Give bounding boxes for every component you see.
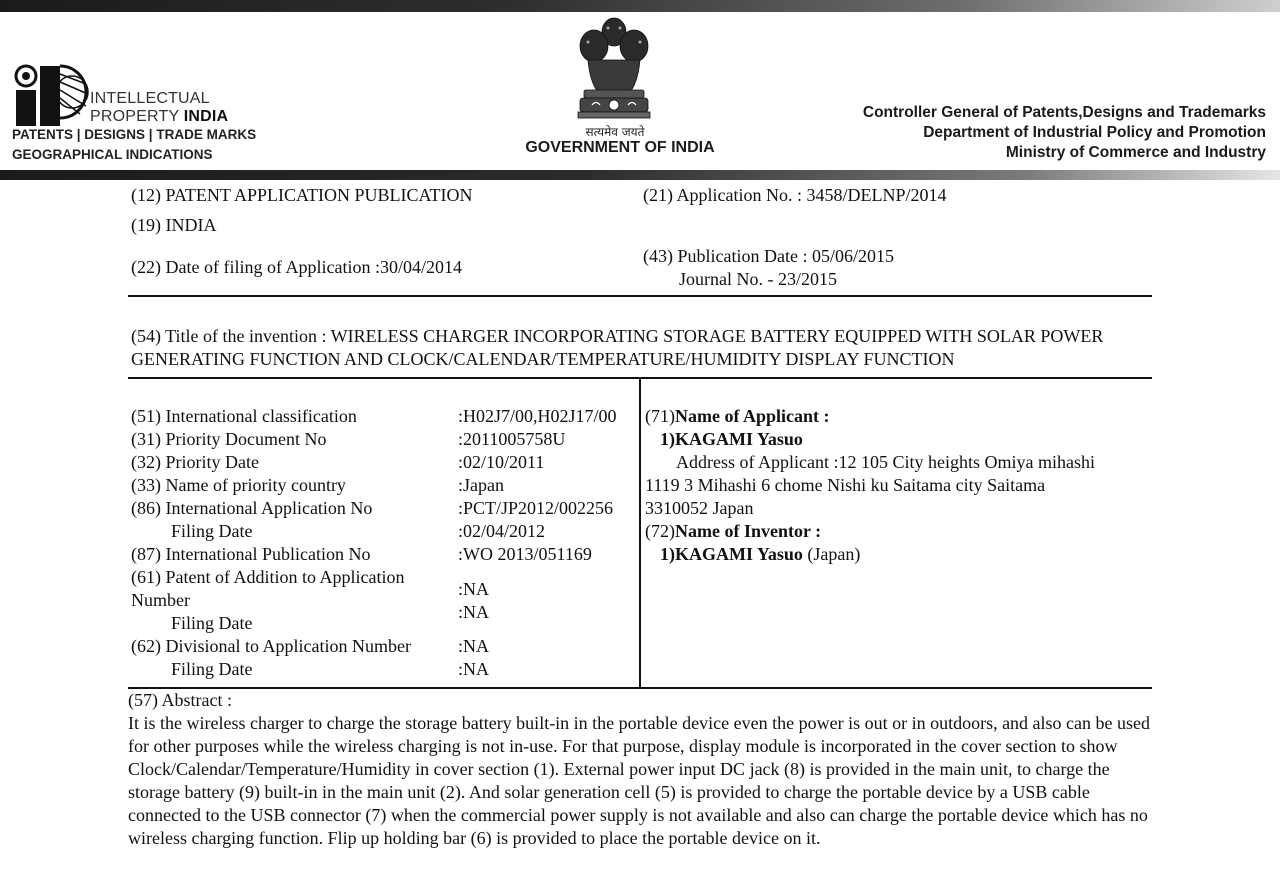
emblem-motto: सत्यमेव जयते xyxy=(585,125,645,139)
inventor-name-text: 1)KAGAMI Yasuo xyxy=(660,544,803,564)
field-label: (51) International classification xyxy=(131,406,357,426)
field-label: Number xyxy=(131,590,190,610)
field-label: (87) International Publication No xyxy=(131,544,371,564)
field-value: :NA xyxy=(458,636,489,656)
field-value: :02/10/2011 xyxy=(458,452,545,472)
field-label: (31) Priority Document No xyxy=(131,429,327,449)
logo-patents-designs-text: PATENTS | DESIGNS | TRADE MARKS xyxy=(12,127,257,142)
ip-india-mark-icon xyxy=(12,64,94,128)
title-of-invention: (54) Title of the invention : WIRELESS CHARGER INCORPORATING STORAGE BATTERY EQUIPPED WITH SOLAR POWER GENERATING FUNCTION AND CLOCK/CALENDAR/TEMPERATURE/HUMIDITY DISPLAY FUNCTION xyxy=(131,326,1104,369)
logo-property-word: PROPERTY xyxy=(90,108,180,125)
field-label: (86) International Application No xyxy=(131,498,373,518)
abstract-heading: (57) Abstract : xyxy=(128,690,232,710)
application-number: (21) Application No. : 3458/DELNP/2014 xyxy=(643,185,947,205)
controller-line-3: Ministry of Commerce and Industry xyxy=(1005,144,1266,161)
logo-india-word: INDIA xyxy=(183,108,229,125)
applicant-name-text: 1)KAGAMI Yasuo xyxy=(660,429,803,449)
applicant-name xyxy=(660,428,803,451)
applicant-heading-number: (71) xyxy=(645,406,675,426)
field-value: :WO 2013/051169 xyxy=(458,544,592,564)
field-value: :2011005758U xyxy=(458,429,566,449)
field-value: :02/04/2012 xyxy=(458,521,546,541)
applicant-address-line: 1119 3 Mihashi 6 chome Nishi ku Saitama city Saitama xyxy=(645,475,1046,495)
filing-date: (22) Date of filing of Application :30/04/2014 xyxy=(131,257,462,277)
field-label: Filing Date xyxy=(171,521,253,541)
bottom-banner-bar xyxy=(0,170,1280,180)
inventor-heading-text: Name of Inventor : xyxy=(675,521,822,541)
controller-line-1: Controller General of Patents,Designs and Trademarks xyxy=(862,104,1266,121)
ip-india-logo xyxy=(10,62,270,166)
field-label: (32) Priority Date xyxy=(131,452,259,472)
logo-geographical-text: GEOGRAPHICAL INDICATIONS xyxy=(12,147,213,162)
field-value: :H02J7/00,H02J17/00 xyxy=(458,406,617,426)
government-of-india-title: GOVERNMENT OF INDIA xyxy=(525,139,715,156)
field-value: :PCT/JP2012/002256 xyxy=(458,498,614,518)
journal-number: Journal No. - 23/2015 xyxy=(679,269,837,289)
logo-property-india-text xyxy=(90,108,228,126)
applicant-heading xyxy=(645,405,830,428)
inventor-heading xyxy=(645,520,821,543)
publication-type: (12) PATENT APPLICATION PUBLICATION xyxy=(131,185,473,205)
applicant-address-line: Address of Applicant :12 105 City heights Omiya mihashi xyxy=(676,452,1095,472)
field-label: Filing Date xyxy=(171,659,253,679)
publication-country: (19) INDIA xyxy=(131,215,217,235)
field-label: (33) Name of priority country xyxy=(131,475,346,495)
inventor-nationality: (Japan) xyxy=(802,544,861,564)
logo-intellectual-text: INTELLECTUAL xyxy=(90,90,210,107)
controller-general-block xyxy=(863,103,1266,163)
inventor-name xyxy=(660,543,860,566)
field-value: :NA xyxy=(458,659,489,679)
top-banner-bar xyxy=(0,0,1280,12)
national-emblem-icon xyxy=(568,12,660,124)
field-value: :NA xyxy=(458,602,489,622)
field-value: :Japan xyxy=(458,475,504,495)
abstract-text: It is the wireless charger to charge the storage battery built-in in the portable device even the power is out or in outdoors, and also can be used for other purposes while the wireless charging is not in-use. For that purpose, display module is incorporated in the cover section to show Clock/Calendar/Temperature/Humidity in cover section (1). External power input DC jack (8) is provided in the main unit, to charge the storage battery (9) built-in in the main unit (2). And solar generation cell (5) is provided to charge the portable device by a USB cable connected to the USB connector (7) when the commercial power supply is not available and also can charge the portable device which has no wireless charging function. Flip up holding bar (6) is provided to place the portable device on it. xyxy=(128,713,1151,848)
divider-rule xyxy=(128,295,1152,297)
field-value: :NA xyxy=(458,579,489,599)
controller-line-2: Department of Industrial Policy and Promotion xyxy=(923,124,1266,141)
column-divider xyxy=(639,377,641,687)
divider-rule xyxy=(128,687,1152,689)
inventor-heading-number: (72) xyxy=(645,521,675,541)
field-label: (61) Patent of Addition to Application xyxy=(131,567,405,587)
publication-date: (43) Publication Date : 05/06/2015 xyxy=(643,246,894,266)
applicant-heading-text: Name of Applicant : xyxy=(675,406,830,426)
field-label: Filing Date xyxy=(171,613,253,633)
field-label: (62) Divisional to Application Number xyxy=(131,636,411,656)
applicant-address-line: 3310052 Japan xyxy=(645,498,754,518)
